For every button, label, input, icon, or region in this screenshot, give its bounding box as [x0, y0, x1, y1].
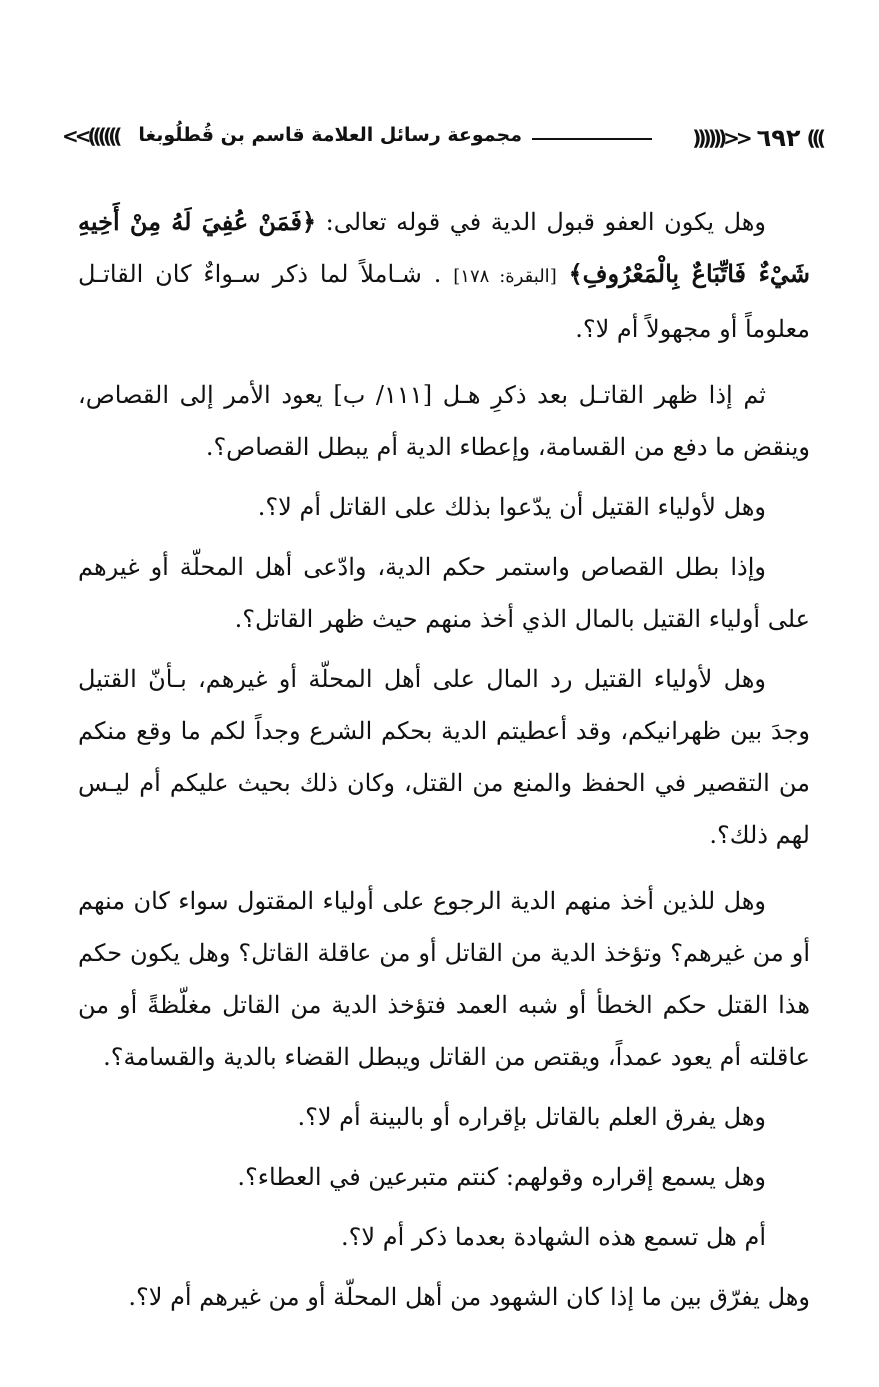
paragraph-2: ثم إذا ظهر القاتـل بعد ذكرِ هـل [١١١/ ب] يعود الأمر إلى القصاص، وينقض ما دفع من القسامة، وإعطاء الدية أم يبطل القصاص؟.	[78, 381, 810, 461]
paragraph-1	[78, 196, 810, 355]
paragraph-1-lead: وهل يكون العفو قبول الدية في قوله تعالى:	[316, 208, 766, 236]
paragraph-1-tail: . شـاملاً لما ذكر سـواءٌ كان القاتـل معلوماً أو مجهولاً أم لا؟.	[78, 260, 810, 343]
paragraph-4: وإذا بطل القصاص واستمر حكم الدية، وادّعى أهل المحلّة أو غيرهم على أولياء القتيل بالمال الذي أخذ منهم حيث ظهر القاتل؟.	[78, 553, 810, 633]
running-header	[62, 120, 822, 156]
paragraph-8: وهل يسمع إقراره وقولهم: كنتم متبرعين في العطاء؟.	[237, 1163, 766, 1191]
paragraph-10: وهل يفرّق بين ما إذا كان الشهود من أهل المحلّة أو من غيرهم أم لا؟.	[128, 1283, 810, 1311]
header-rule	[532, 138, 652, 140]
paragraph-3: وهل لأولياء القتيل أن يدّعوا بذلك على القاتل أم لا؟.	[257, 493, 766, 521]
paragraph-7: وهل يفرق العلم بالقاتل بإقراره أو بالبينة أم لا؟.	[297, 1103, 766, 1131]
page-number: ٦٩٢	[756, 124, 801, 152]
header-ornament-right-inner: (((	[806, 126, 822, 150]
verse-reference: [البقرة: ١٧٨]	[453, 266, 557, 287]
book-title: مجموعة رسائل العلامة قاسم بن قُطلُوبغا	[138, 124, 522, 146]
quran-verse: ﴿فَمَنْ عُفِيَ لَهُ مِنْ أَخِيهِ شَيْءٌ فَاتِّبَاعٌ بِالْمَعْرُوفِ﴾	[78, 207, 810, 288]
paragraph-6: وهل للذين أخذ منهم الدية الرجوع على أولياء المقتول سواء كان منهم أو من غيرهم؟ وتؤخذ الدية من القاتل أو من عاقلة القاتل؟ وهل يكون حكم هذا القتل حكم الخطأ أو شبه العمد فتؤخذ الدية من القاتل مغلّظةً أو من عاقلته أم يعود عمداً، ويقتص من القاتل ويبطل القضاء بالدية والقسامة؟.	[78, 887, 810, 1071]
header-ornament-left: <<((((((	[62, 124, 119, 148]
paragraph-5: وهل لأولياء القتيل رد المال على أهل المحلّة أو غيرهم، بـأنّ القتيل وجدَ بين ظهرانيكم، وقد أعطيتم الدية بحكم الشرع وجداً لكم ما وقع منكم من التقصير في الحفظ والمنع من القتل، وكان ذلك بحيث عليكم أم ليـس لهم ذلك؟.	[78, 665, 810, 849]
main-text	[78, 196, 810, 1331]
page-number-block	[692, 120, 822, 156]
header-ornament-right: ))))))>>	[692, 126, 749, 150]
paragraph-9: أم هل تسمع هذه الشهادة بعدما ذكر أم لا؟.	[341, 1223, 766, 1251]
